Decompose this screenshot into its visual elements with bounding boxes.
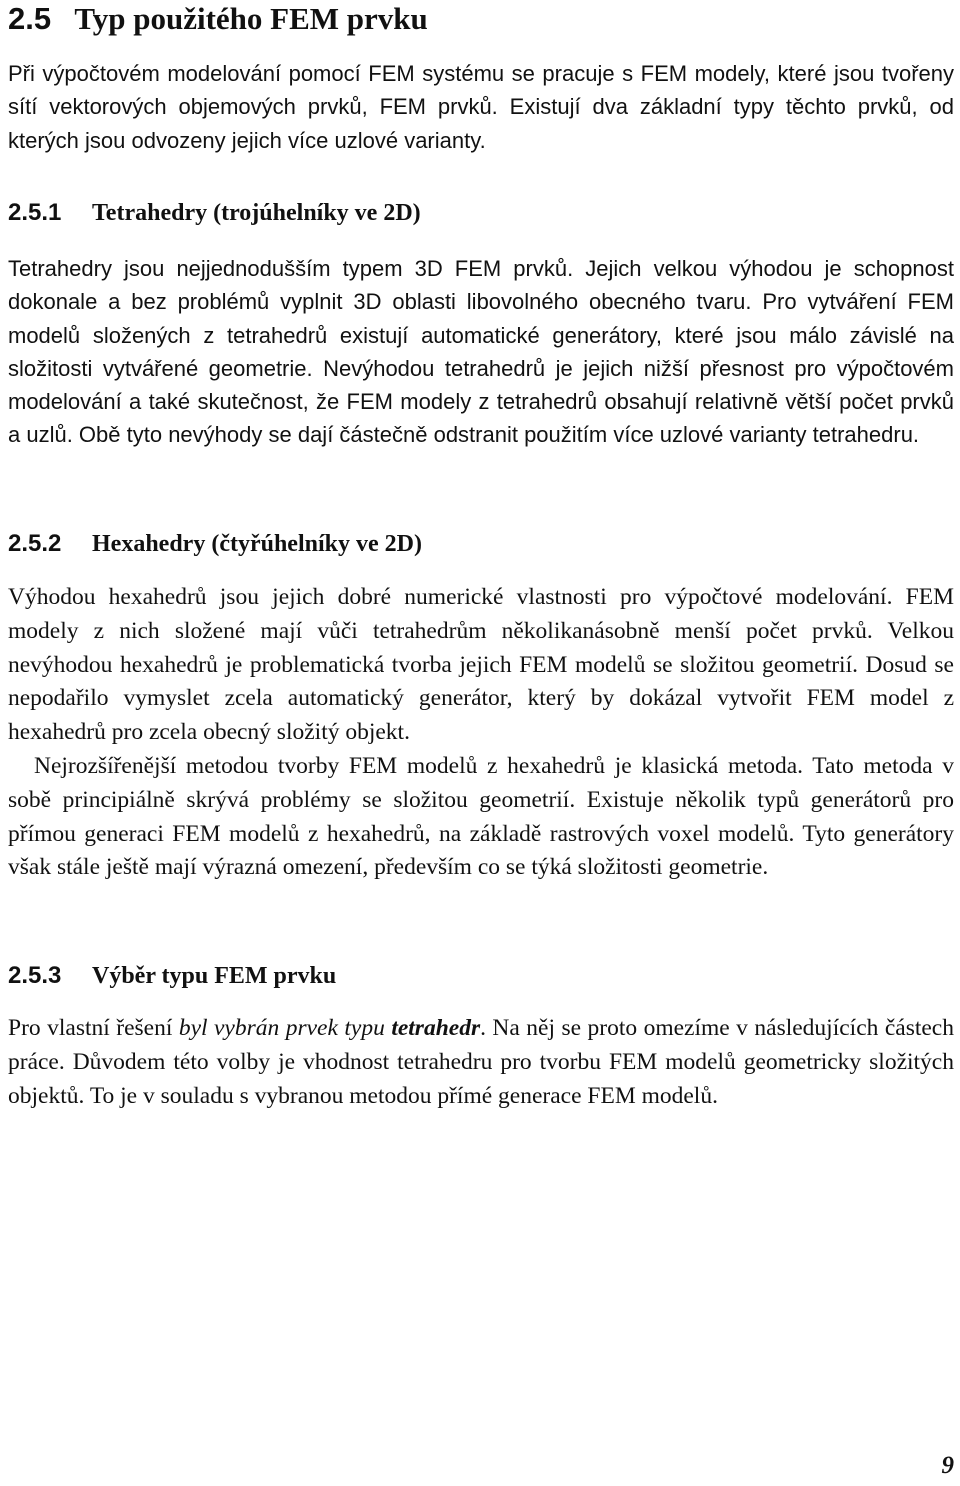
paragraph-rest: . Na něj se proto omezíme v následujících částech práce. Důvodem této volby je vhodnost tetrahedru pro tvorbu FEM modelů geometricky složitých objektů. To je v souladu s vybranou metodou přímé generace FEM modelů.	[8, 1015, 954, 1109]
section-title: Typ použitého FEM prvku	[74, 1, 428, 36]
subsection-title: Tetrahedry (trojúhelníky ve 2D)	[92, 200, 421, 226]
subsection-heading-2	[8, 529, 422, 559]
paragraph-emphasis: byl vybrán prvek typu	[178, 1015, 392, 1041]
subsection-number: 2.5.3	[8, 962, 62, 989]
paragraph: Výhodou hexahedrů jsou jejich dobré numerické vlastnosti pro výpočtové modelování. FEM modely z nich složené mají vůči tetrahedrům několikanásobně menší počet prvků. Velkou nevýhodou hexahedrů je problematická tvorba jejich FEM modelů se složitou geometrií. Dosud se nepodařilo vymyslet zcela automatický generátor, který by dokázal vytvořit FEM model z hexahedrů pro zcela obecný složitý objekt.	[8, 584, 954, 746]
subsection-heading-3	[8, 961, 336, 991]
section-heading	[8, 0, 428, 38]
section-intro: Při výpočtovém modelování pomocí FEM systému se pracuje s FEM modely, které jsou tvořeny sítí vektorových objemových prvků, FEM prvků. Existují dva základní typy těchto prvků, od kterých jsou odvozeny jejich více uzlové varianty.	[8, 61, 954, 153]
paragraph: Nejrozšířenější metodou tvorby FEM modelů z hexahedrů je klasická metoda. Tato metoda v sobě principiálně skrývá problémy se složitou geometrií. Existuje několik typů generátorů pro přímou generaci FEM modelů z hexahedrů, na základě rastrových voxel modelů. Tyto generátory však stále ještě mají výrazná omezení, především co se týká složitosti geometrie.	[8, 753, 954, 881]
section-number: 2.5	[8, 1, 52, 36]
paragraph-strong: tetrahedr	[391, 1015, 481, 1041]
page-number: 9	[941, 1452, 954, 1479]
paragraph-lead: Pro vlastní řešení	[8, 1015, 179, 1041]
subsection-title: Hexahedry (čtyřúhelníky ve 2D)	[92, 531, 422, 557]
subsection-number: 2.5.2	[8, 530, 62, 557]
subsection-number: 2.5.1	[8, 199, 62, 226]
subsection-heading-1	[8, 198, 421, 228]
paragraph: Tetrahedry jsou nejjednodušším typem 3D FEM prvků. Jejich velkou výhodou je schopnost dokonale a bez problémů vyplnit 3D oblasti libovolného obecného tvaru. Pro vytváření FEM modelů složených z tetrahedrů existují automatické generátory, které jsou málo závislé na složitosti vytvářené geometrie. Nevýhodou tetrahedrů je jejich nižší přesnost pro výpočtovém modelování a také skutečnost, že FEM modely z tetrahedrů obsahují relativně větší počet prvků a uzlů. Obě tyto nevýhody se dají částečně odstranit použitím více uzlové varianty tetrahedru.	[8, 256, 954, 448]
subsection-title: Výběr typu FEM prvku	[92, 963, 337, 989]
paragraph	[8, 1012, 954, 1113]
